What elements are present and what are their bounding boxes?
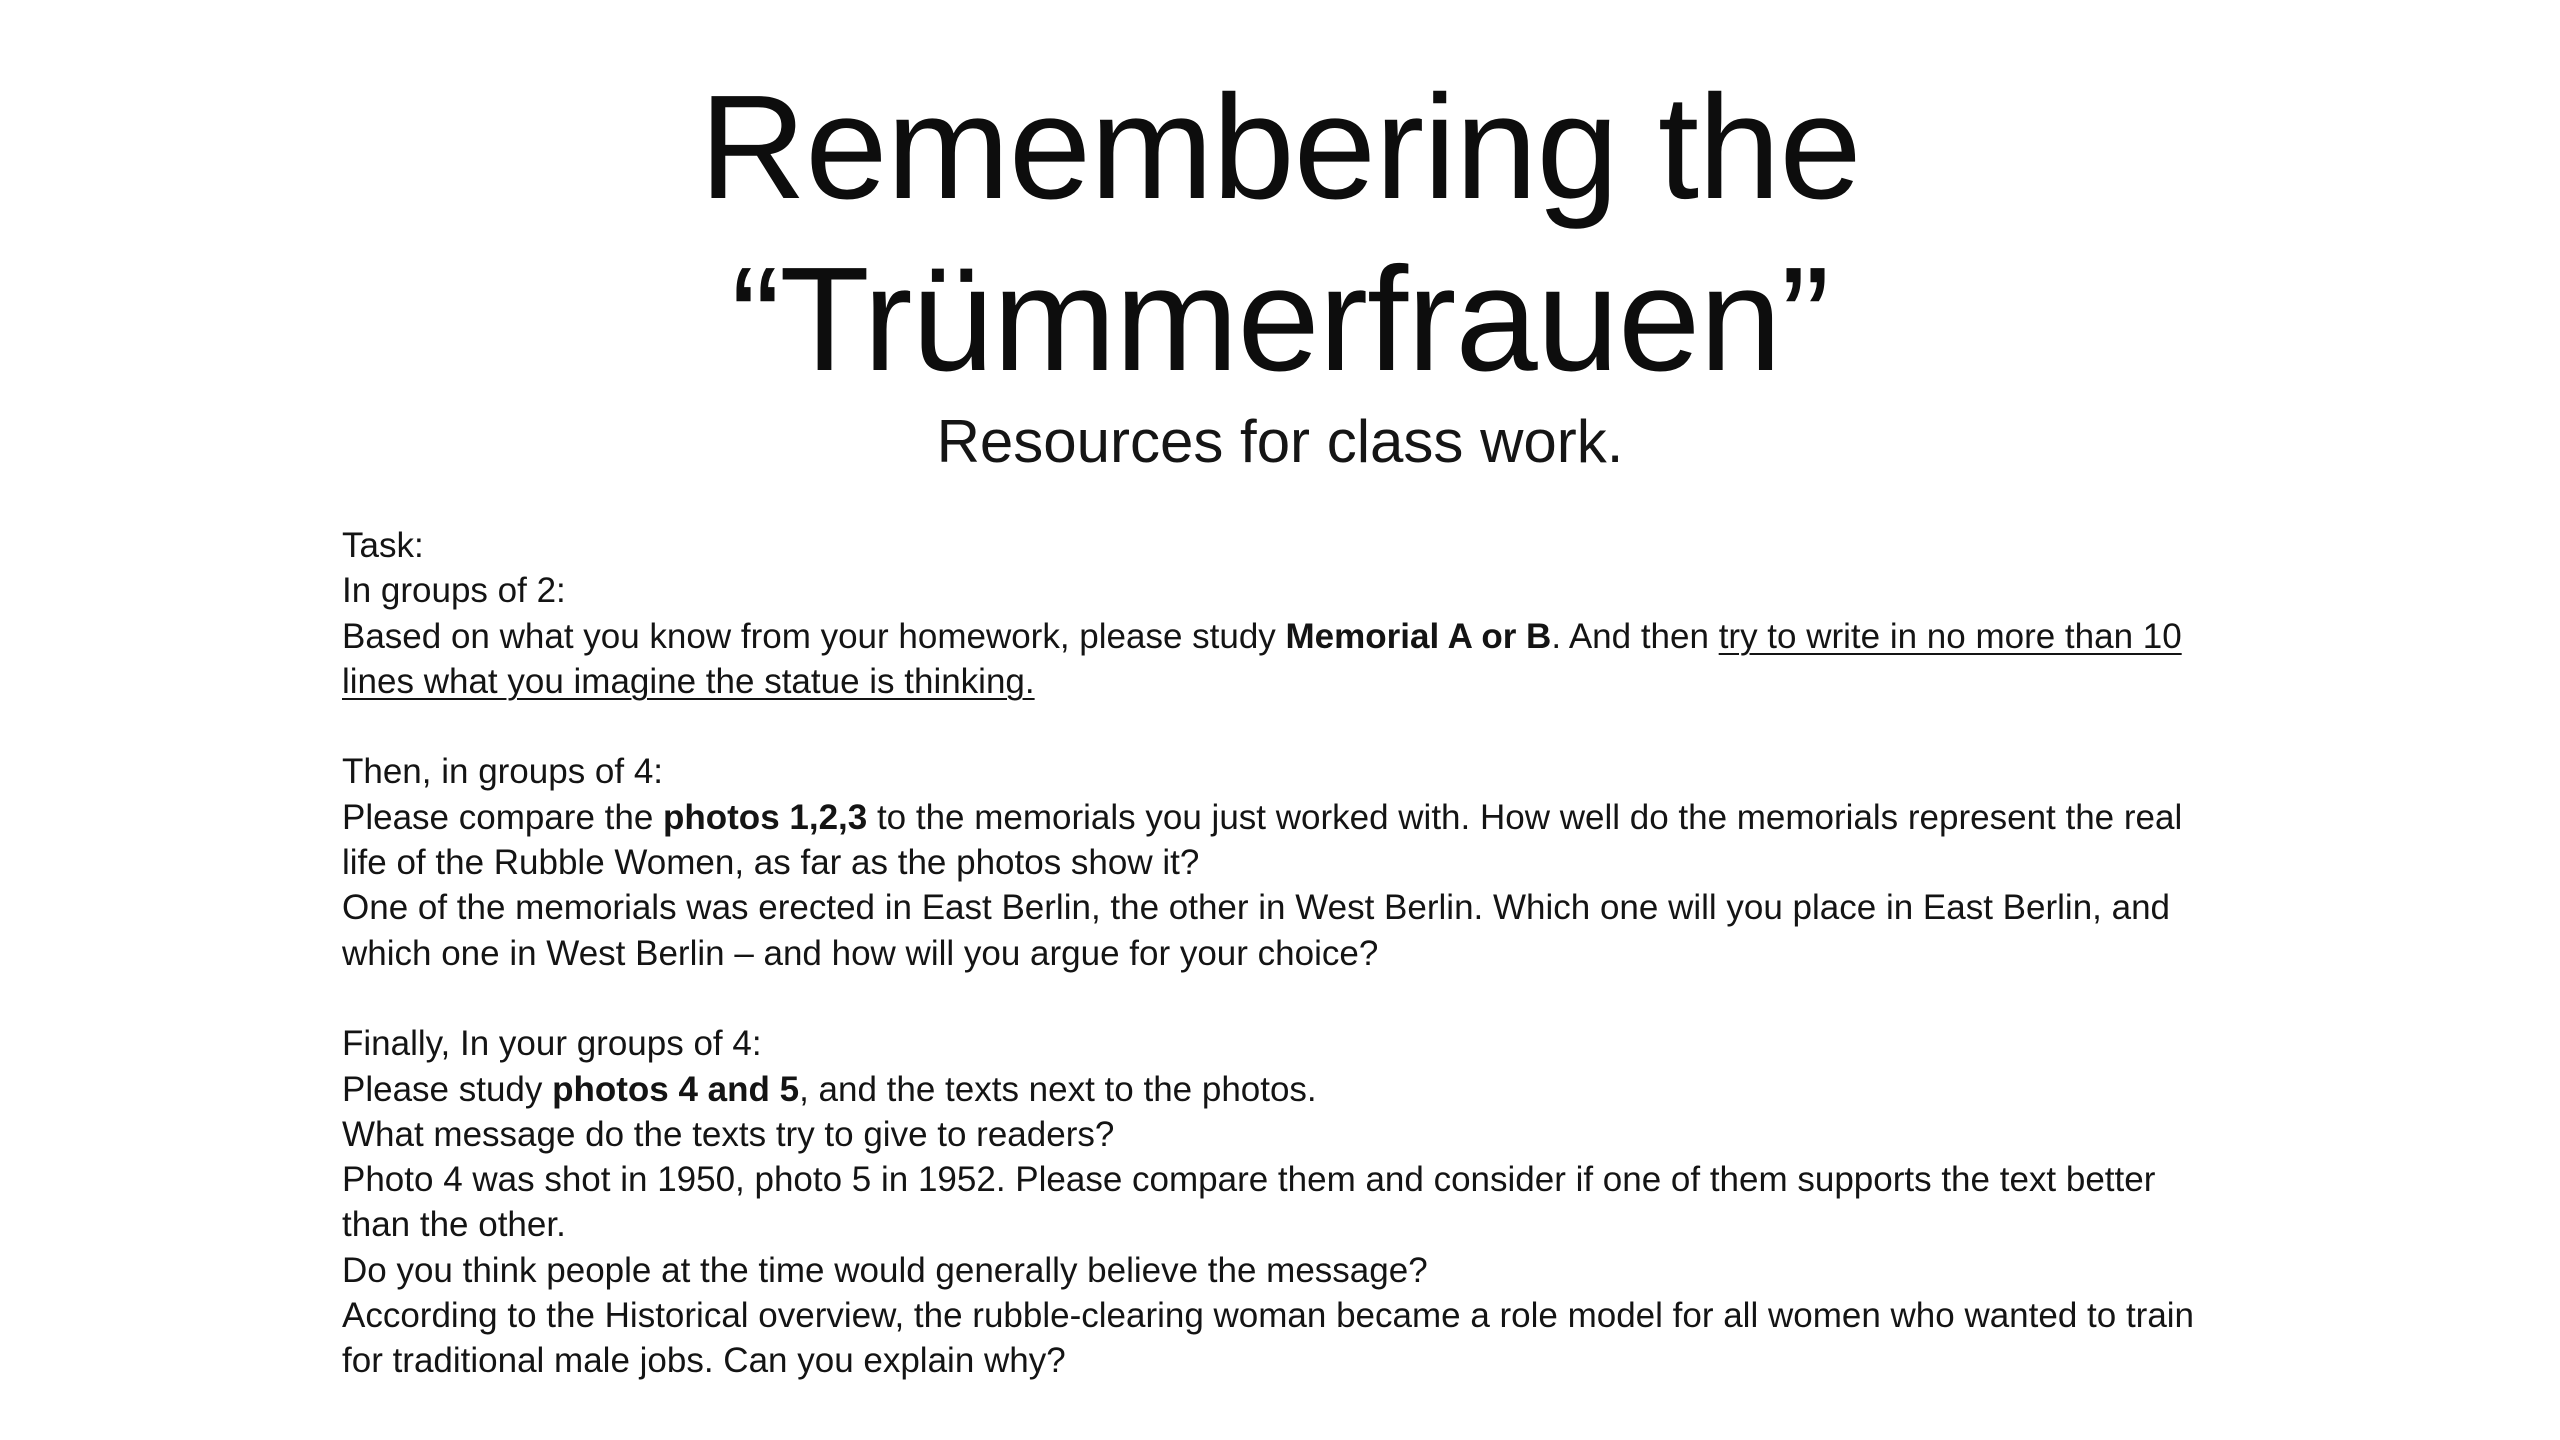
- writing-task-underlined-1: try to write in no more than 10: [1718, 616, 2182, 656]
- task-body: [342, 523, 2242, 1384]
- paragraph-8-line-2: for traditional male jobs. Can you explain why?: [342, 1341, 1066, 1381]
- paragraph-4: [342, 1067, 2242, 1112]
- paragraph-1-line-1: [342, 614, 2242, 659]
- paragraph-2-text-b: to the memorials you just worked with. How well do the memorials represent the real: [867, 797, 2183, 837]
- paragraph-2-text: Please compare the: [342, 797, 664, 837]
- task-heading: Task:: [342, 526, 424, 565]
- writing-task-underlined-2: lines what you imagine the statue is thinking.: [342, 661, 1035, 701]
- page-title-line-2: “Trümmerfrauen”: [731, 237, 1829, 402]
- groups-of-4-heading: Then, in groups of 4:: [342, 752, 664, 792]
- paragraph-1-text-b: . And then: [1551, 616, 1719, 656]
- paragraph-2-line-2: life of the Rubble Women, as far as the photos show it?: [342, 843, 1200, 883]
- photos-45-emphasis: photos 4 and 5: [552, 1069, 800, 1109]
- page-title-line-1: Remembering the: [699, 65, 1861, 230]
- paragraph-1-line-2: [342, 659, 2242, 704]
- spacer: [342, 704, 2242, 749]
- final-heading: Finally, In your groups of 4:: [342, 1024, 762, 1064]
- paragraph-2-line-1: [342, 795, 2242, 840]
- memorial-emphasis: Memorial A or B: [1285, 616, 1552, 656]
- paragraph-6-line-2: than the other.: [342, 1205, 566, 1245]
- paragraph-1-text: Based on what you know from your homework, please study: [342, 616, 1286, 656]
- paragraph-6-line-1: Photo 4 was shot in 1950, photo 5 in 1952. Please compare them and consider if one of them supports the text better: [342, 1160, 2156, 1200]
- photos-123-emphasis: photos 1,2,3: [663, 797, 868, 837]
- spacer: [342, 976, 2242, 1021]
- paragraph-3-line-1: One of the memorials was erected in East Berlin, the other in West Berlin. Which one will you place in East Berlin, and: [342, 888, 2170, 928]
- title-block: [0, 62, 2560, 478]
- groups-of-2-heading: In groups of 2:: [342, 571, 566, 611]
- paragraph-4-text-b: , and the texts next to the photos.: [799, 1069, 1317, 1109]
- paragraph-5: What message do the texts try to give to readers?: [342, 1114, 1115, 1154]
- paragraph-7: Do you think people at the time would generally believe the message?: [342, 1250, 1428, 1290]
- paragraph-4-text: Please study: [342, 1069, 553, 1109]
- paragraph-3-line-2: which one in West Berlin – and how will you argue for your choice?: [342, 933, 1379, 973]
- paragraph-8-line-1: According to the Historical overview, the rubble-clearing woman became a role model for all women who wanted to train: [342, 1296, 2195, 1336]
- page-subtitle: Resources for class work.: [936, 408, 1624, 475]
